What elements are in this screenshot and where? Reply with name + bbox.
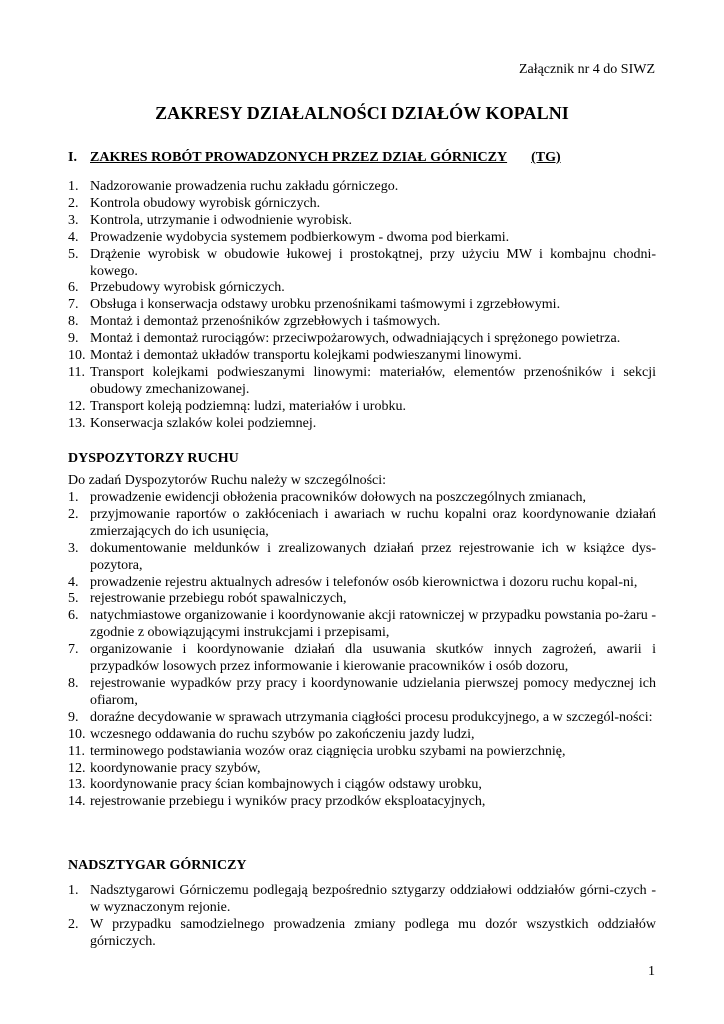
list-item: 2. W przypadku samodzielnego prowadzenia zmiany podlega mu dozór wszystkich oddziałów górniczych. xyxy=(68,916,656,949)
section3-list xyxy=(68,883,656,951)
list-item: 11. Transport kolejkami podwieszanymi linowymi: materiałów, elementów przenośników i sekcji obudowy zmechanizowanej. xyxy=(68,364,656,397)
list-item: 1. Nadzorowanie prowadzenia ruchu zakładu górniczego. xyxy=(68,179,399,194)
section2-intro: Do zadań Dyspozytorów Ruchu należy w szczególności: xyxy=(68,473,387,488)
list-item: 2. Kontrola obudowy wyrobisk górniczych. xyxy=(68,195,321,211)
page-number: 1 xyxy=(648,964,655,979)
list-item: 13. koordynowanie pracy ścian kombajnowych i ciągów odstawy urobku, xyxy=(68,777,482,793)
list-item: 10. Montaż i demontaż układów transportu kolejkami podwieszanymi linowymi. xyxy=(68,348,522,364)
list-item: 12. koordynowanie pracy szybów, xyxy=(68,760,261,776)
list-item: 1. prowadzenie ewidencji obłożenia pracowników dołowych na poszczególnych zmianach, xyxy=(68,490,587,505)
annex-label: Załącznik nr 4 do SIWZ xyxy=(518,62,655,77)
list-item: 3. dokumentowanie meldunków i zrealizowanych działań przez rejestrowanie ich w książce dys-pozytora, xyxy=(68,540,656,573)
list-item: 3. Kontrola, utrzymanie i odwodnienie wyrobisk. xyxy=(68,212,353,228)
list-item: 8. Montaż i demontaż przenośników zgrzebłowych i taśmowych. xyxy=(68,314,441,330)
list-item: 9. doraźne decydowanie w sprawach utrzymania ciągłości procesu produkcyjnego, a w szczegól-ności: xyxy=(68,709,653,725)
section1-heading xyxy=(68,150,656,166)
list-item: 1. Nadsztygarowi Górniczemu podlegają bezpośrednio sztygarzy oddziałowi oddziałów górni-czych - w wyznaczonym rejonie. xyxy=(68,883,656,915)
list-item: 13. Konserwacja szlaków kolei podziemnej. xyxy=(68,415,317,431)
list-item: 11. terminowego podstawiania wozów oraz ciągnięcia urobku szybami na powierzchnię, xyxy=(68,743,566,759)
list-item: 4. Prowadzenie wydobycia systemem podbierkowym - dwoma pod bierkami. xyxy=(68,229,510,245)
document-title: ZAKRESY DZIAŁALNOŚCI DZIAŁÓW KOPALNI xyxy=(155,103,569,123)
list-item: 5. Drążenie wyrobisk w obudowie łukowej i prostokątnej, przy użyciu MW i kombajnu chodni-kowego. xyxy=(68,246,656,279)
section1-list xyxy=(68,179,656,433)
list-item: 5. rejestrowanie przebiegu robót spawalniczych, xyxy=(68,591,347,607)
section1-heading-text: ZAKRES ROBÓT PROWADZONYCH PRZEZ DZIAŁ GÓRNICZY xyxy=(90,150,508,165)
list-item: 6. natychmiastowe organizowanie i koordynowanie akcji ratowniczej w przypadku powstania po-żaru - zgodnie z obowiązującymi instrukcjami i przepisami, xyxy=(68,608,656,641)
section2-heading: DYSPOZYTORZY RUCHU xyxy=(68,451,239,466)
list-item: 12. Transport koleją podziemną: ludzi, materiałów i urobku. xyxy=(68,398,406,414)
list-item: 6. Przebudowy wyrobisk górniczych. xyxy=(68,280,285,296)
section1-number: I. xyxy=(68,150,77,165)
list-item: 7. Obsługa i konserwacja odstawy urobku przenośnikami taśmowymi i zgrzebłowymi. xyxy=(68,297,561,313)
list-item: 14. rejestrowanie przebiegu i wyników pracy przodków eksploatacyjnych, xyxy=(68,794,486,810)
section1-code: (TG) xyxy=(531,150,561,165)
list-item: 10. wczesnego oddawania do ruchu szybów po zakończeniu jazdy ludzi, xyxy=(68,726,475,742)
list-item: 2. przyjmowanie raportów o zakłóceniach i awariach w ruchu kopalni oraz koordynowanie działań zmierzających do ich usunięcia, xyxy=(68,506,656,539)
list-item: 7. organizowanie i koordynowanie działań dla usuwania skutków innych zagrożeń, awarii i przypadków losowych przez informowanie i kierowanie pracowników i osób dozoru, xyxy=(68,642,656,675)
list-item: 4. prowadzenie rejestru aktualnych adresów i telefonów osób kierownictwa i dozoru ruchu kopal-ni, xyxy=(68,574,638,590)
section2-list xyxy=(68,490,656,811)
section3-heading: NADSZTYGAR GÓRNICZY xyxy=(68,858,247,873)
list-item: 9. Montaż i demontaż rurociągów: przeciwpożarowych, odwadniających i sprężonego powietrza. xyxy=(68,331,621,347)
list-item: 8. rejestrowanie wypadków przy pracy i koordynowanie udzielania pierwszej pomocy medycznej ich ofiarom, xyxy=(68,675,656,708)
